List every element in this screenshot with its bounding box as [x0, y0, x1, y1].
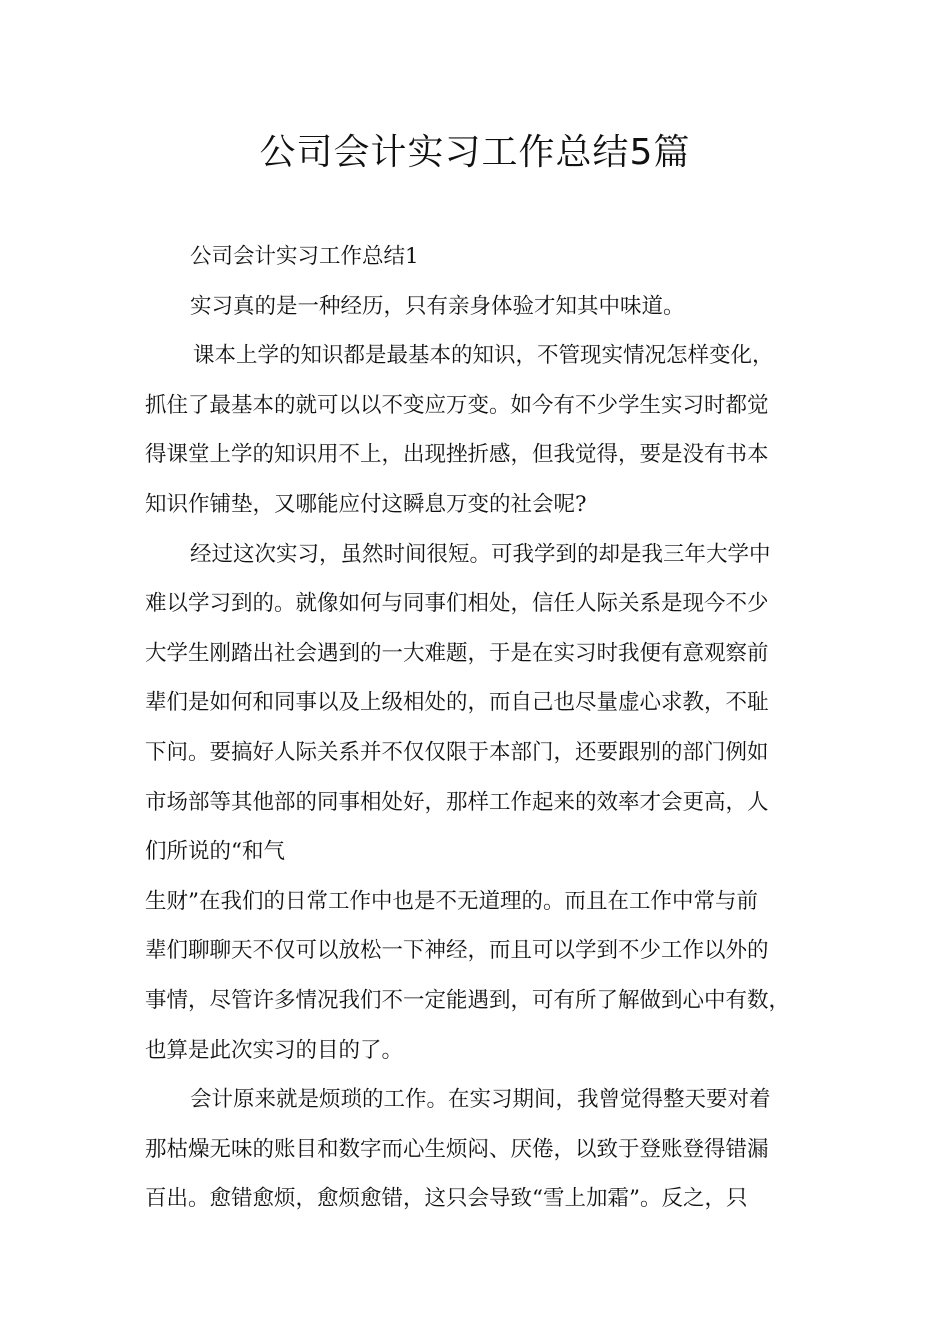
paragraph-line: 们所说的“和气: [145, 839, 285, 865]
paragraph-line: 也算是此次实习的目的了。: [145, 1037, 404, 1063]
paragraph-line: 经过这次实习，虽然时间很短。可我学到的却是我三年大学中: [190, 541, 771, 567]
paragraph-line: 课本上学的知识都是最基本的知识，不管现实情况怎样变化，: [193, 343, 774, 369]
paragraph-line: 抓住了最基本的就可以以不变应万变。如今有不少学生实习时都觉: [145, 392, 769, 418]
document-title: 公司会计实习工作总结5篇: [259, 132, 691, 173]
paragraph-line: 百出。愈错愈烦，愈烦愈错，这只会导致“雪上加霜”。反之，只: [145, 1186, 748, 1212]
paragraph-line: 那枯燥无味的账目和数字而心生烦闷、厌倦，以致于登账登得错漏: [145, 1136, 769, 1162]
paragraph-line: 实习真的是一种经历，只有亲身体验才知其中味道。: [190, 293, 685, 319]
paragraph-line: 市场部等其他部的同事相处好，那样工作起来的效率才会更高，人: [145, 789, 769, 815]
paragraph-line: 知识作铺垫，又哪能应付这瞬息万变的社会呢?: [145, 491, 587, 517]
paragraph-line: 大学生刚踏出社会遇到的一大难题，于是在实习时我便有意观察前: [145, 640, 769, 666]
paragraph-line: 事情，尽管许多情况我们不一定能遇到，可有所了解做到心中有数，: [145, 987, 791, 1013]
paragraph-line: 难以学习到的。就像如何与同事们相处，信任人际关系是现今不少: [145, 591, 769, 617]
paragraph-line: 辈们聊聊天不仅可以放松一下神经，而且可以学到不少工作以外的: [145, 938, 769, 964]
paragraph-line: 生财”在我们的日常工作中也是不无道理的。而且在工作中常与前: [145, 888, 758, 914]
paragraph-line: 得课堂上学的知识用不上，出现挫折感，但我觉得，要是没有书本: [145, 442, 769, 468]
paragraph-line: 辈们是如何和同事以及上级相处的，而自己也尽量虚心求教，不耻: [145, 690, 769, 716]
paragraph-line: 会计原来就是烦琐的工作。在实习期间，我曾觉得整天要对着: [190, 1087, 771, 1113]
section-heading: 公司会计实习工作总结1: [190, 244, 419, 269]
paragraph-line: 下问。要搞好人际关系并不仅仅限于本部门，还要跟别的部门例如: [145, 739, 769, 765]
document-body: [145, 232, 825, 1224]
